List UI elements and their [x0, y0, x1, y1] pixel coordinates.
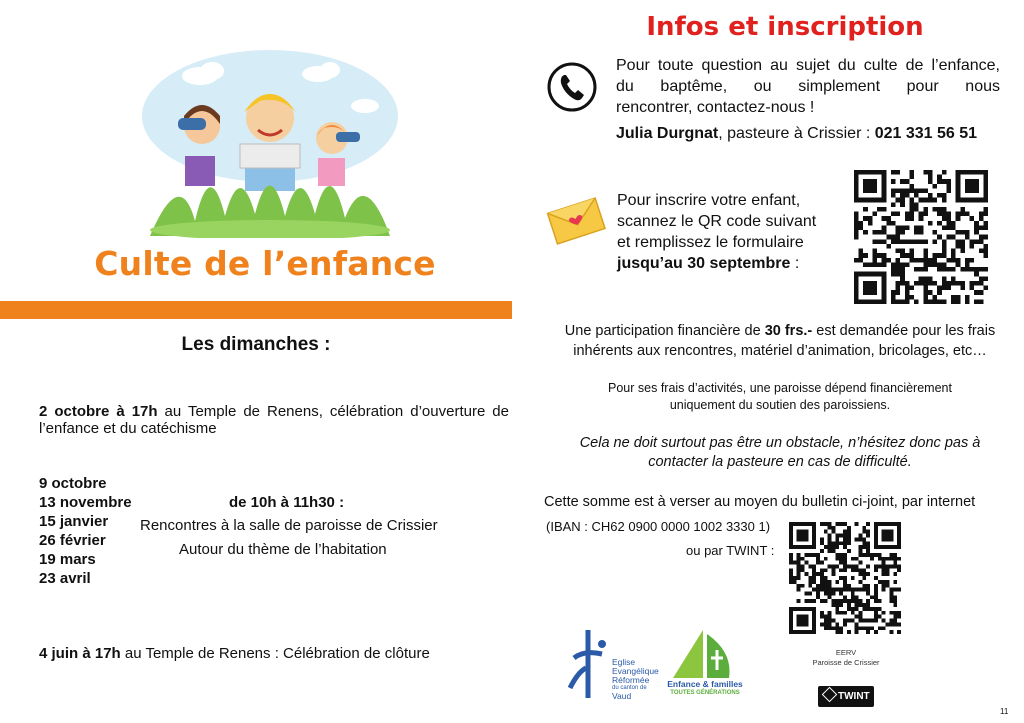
twint-badge-text: TWINT [838, 691, 870, 702]
fee-text-1: Une participation financière de [564, 323, 765, 339]
list-item: 13 novembre [39, 494, 132, 511]
obstacle-paragraph [530, 434, 1024, 472]
iban: (IBAN : CH62 0900 0000 1002 3330 1) [546, 519, 771, 534]
page-number: 11 [1000, 707, 1009, 716]
enfance-text: Enfance & familles [667, 679, 743, 689]
session-time: de 10h à 11h30 : [229, 494, 345, 511]
twint-qr-code[interactable] [789, 522, 901, 634]
eerv-text: Eglise [612, 657, 636, 667]
page-title: Culte de l’enfance [94, 244, 436, 283]
contact-paragraph [616, 55, 1000, 118]
qr-caption [790, 648, 902, 668]
info-title: Infos et inscription [646, 12, 924, 42]
payment-line: Cette somme est à verser au moyen du bulletin ci-joint, par internet [544, 494, 976, 510]
contact-name: Julia Durgnat [616, 125, 719, 142]
twint-label: ou par TWINT : [686, 543, 775, 558]
enfance-familles-logo [663, 628, 747, 704]
contact-line: du baptême, ou simplement pour nous [616, 78, 1000, 95]
fee-paragraph [530, 321, 1024, 361]
list-item: 15 janvier [39, 513, 109, 530]
register-deadline: jusqu’au 30 septembre [617, 255, 791, 272]
eerv-logo [560, 628, 670, 704]
list-item: 26 février [39, 532, 106, 549]
fee-text-3: inhérents aux rencontres, matériel d’animation, bricolages, etc… [573, 343, 987, 359]
closing-date: 4 juin à 17h [39, 645, 121, 662]
opening-date: 2 octobre à 17h [39, 403, 158, 420]
orange-divider [0, 301, 512, 319]
date-list [39, 474, 132, 588]
parish-paragraph [530, 380, 1024, 414]
fee-amount: 30 frs.- [764, 323, 813, 339]
opening-event [39, 403, 509, 437]
parish-line: Pour ses frais d’activités, une paroisse dépend financièrement [608, 381, 952, 395]
register-colon: : [790, 255, 800, 272]
obstacle-line: Cela ne doit surtout pas être un obstacle, n’hésitez donc pas à [579, 435, 981, 451]
opening-text-2: l’enfance et du catéchisme [39, 420, 217, 437]
opening-text: au Temple de Renens, célébration d’ouverture de [157, 403, 509, 420]
enfance-text: TOUTES GÉNÉRATIONS [670, 690, 740, 696]
list-item: 19 mars [39, 551, 96, 568]
contact-line: Pour toute question au sujet du culte de l’enfance, [616, 57, 1000, 74]
eerv-text: Evangélique [612, 666, 659, 676]
register-paragraph [617, 190, 816, 274]
parish-line: uniquement du soutien des paroissiens. [669, 398, 891, 412]
qr-caption-line: Paroisse de Crissier [812, 658, 880, 667]
closing-event [39, 645, 430, 662]
register-line: scannez le QR code suivant [617, 213, 817, 230]
contact-phone: 021 331 56 51 [874, 125, 978, 142]
children-illustration [140, 46, 400, 238]
envelope-icon [545, 193, 607, 247]
twint-badge [818, 686, 874, 707]
eerv-text: Vaud [612, 691, 632, 701]
list-item: 23 avril [39, 570, 91, 587]
register-line: et remplissez le formulaire [617, 234, 804, 251]
registration-qr-code[interactable] [854, 170, 988, 304]
contact-line: rencontrer, contactez-nous ! [616, 99, 815, 116]
contact-person [616, 123, 977, 144]
phone-icon [546, 61, 598, 113]
qr-caption-line: EERV [835, 648, 857, 657]
closing-text: au Temple de Renens : Célébration de clôture [120, 645, 430, 662]
eerv-text: du canton de [612, 685, 647, 691]
sundays-heading: Les dimanches : [181, 334, 331, 355]
obstacle-line: contacter la pasteure en cas de difficulté. [648, 454, 912, 470]
meeting-theme: Autour du thème de l’habitation [179, 541, 387, 558]
contact-role: , pasteure à Crissier : [718, 125, 875, 142]
eerv-text: Réformée [612, 675, 650, 685]
list-item: 9 octobre [39, 475, 107, 492]
fee-text-2: est demandée pour les frais [812, 323, 996, 339]
twint-icon [822, 687, 838, 703]
meeting-place: Rencontres à la salle de paroisse de Crissier [140, 517, 438, 534]
register-line: Pour inscrire votre enfant, [617, 192, 801, 209]
